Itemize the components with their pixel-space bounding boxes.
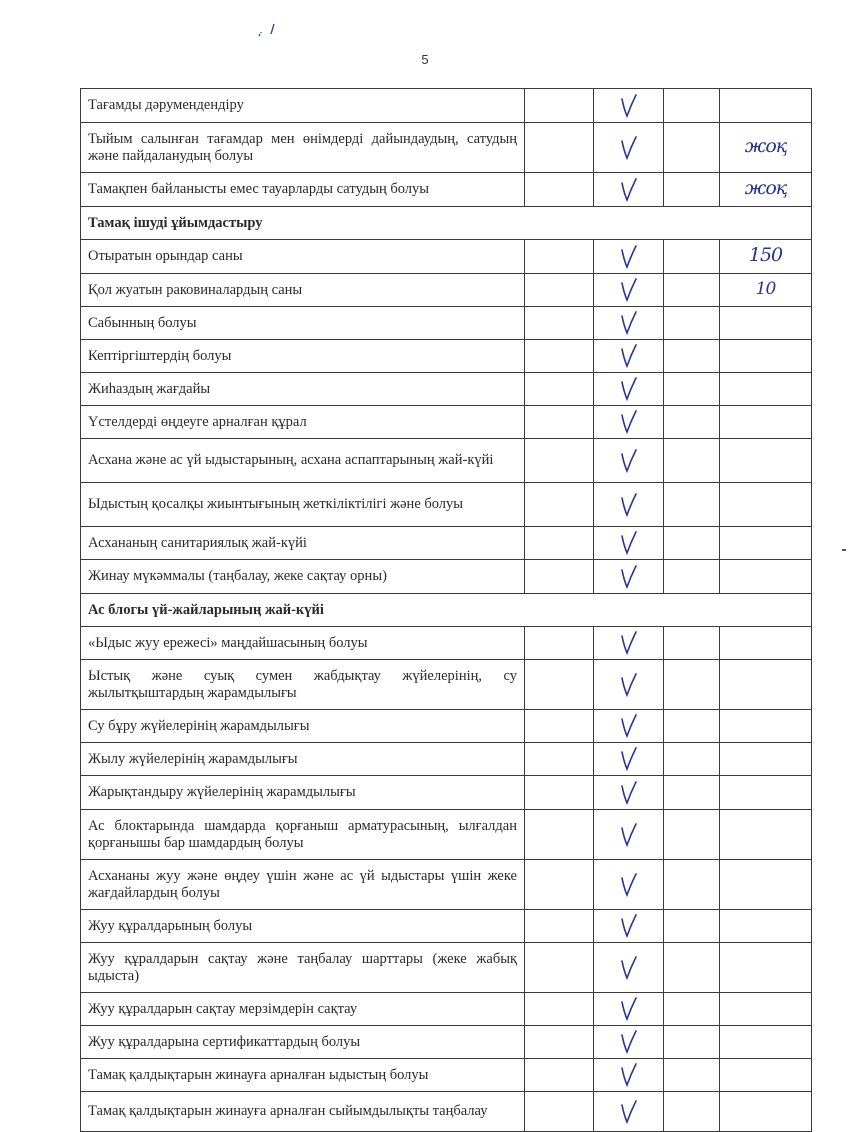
- criterion-text: Ас блоктарында шамдарда қорғаныш арматурасының, ылғалдан қорғанышы бар шамдардың болуы: [81, 810, 525, 860]
- blank-cell: [525, 1092, 594, 1132]
- blank-cell: [664, 373, 720, 406]
- checkmark-icon: [618, 780, 640, 806]
- check-cell: [594, 483, 664, 527]
- blank-cell: [664, 307, 720, 340]
- blank-cell: [664, 993, 720, 1026]
- criterion-text: Асхананың санитариялық жай-күйі: [81, 527, 525, 560]
- criterion-text: Жуу құралдарының болуы: [81, 910, 525, 943]
- inspection-checklist-table: [80, 88, 812, 1132]
- note-cell: [720, 910, 812, 943]
- criterion-text: Қол жуатын раковиналардың саны: [81, 274, 525, 307]
- checkmark-icon: [618, 713, 640, 739]
- criterion-text: Сабынның болуы: [81, 307, 525, 340]
- criterion-text: Жинау мүкәммалы (таңбалау, жеке сақтау орны): [81, 560, 525, 594]
- blank-cell: [525, 1026, 594, 1059]
- table-row: [81, 1059, 812, 1092]
- note-cell: [720, 307, 812, 340]
- table-row: [81, 240, 812, 274]
- note-cell: [720, 743, 812, 776]
- note-cell: [720, 660, 812, 710]
- checkmark-icon: [618, 630, 640, 656]
- checkmark-icon: [618, 135, 640, 161]
- table-row: [81, 307, 812, 340]
- check-cell: [594, 560, 664, 594]
- checkmark-icon: [618, 955, 640, 981]
- blank-cell: [525, 483, 594, 527]
- note-cell: [720, 373, 812, 406]
- criterion-text: Отыратын орындар саны: [81, 240, 525, 274]
- note-cell: [720, 173, 812, 207]
- blank-cell: [525, 627, 594, 660]
- check-cell: [594, 373, 664, 406]
- table-row: [81, 776, 812, 810]
- blank-cell: [664, 274, 720, 307]
- check-cell: [594, 660, 664, 710]
- note-cell: [720, 860, 812, 910]
- check-cell: [594, 776, 664, 810]
- check-cell: [594, 810, 664, 860]
- blank-cell: [664, 810, 720, 860]
- criterion-text: Тамақ қалдықтарын жинауға арналған сыйымдылықты таңбалау: [81, 1092, 525, 1132]
- check-cell: [594, 910, 664, 943]
- blank-cell: [525, 123, 594, 173]
- criterion-text: Асхана және ас үй ыдыстарының, асхана аспаптарының жай-күйі: [81, 439, 525, 483]
- checkmark-icon: [618, 913, 640, 939]
- table-row: [81, 373, 812, 406]
- blank-cell: [525, 173, 594, 207]
- note-cell: [720, 776, 812, 810]
- check-cell: [594, 240, 664, 274]
- criterion-text: Су бұру жүйелерінің жарамдылығы: [81, 710, 525, 743]
- blank-cell: [664, 776, 720, 810]
- checkmark-icon: [618, 343, 640, 369]
- blank-cell: [664, 1092, 720, 1132]
- criterion-text: Жуу құралдарына сертификаттардың болуы: [81, 1026, 525, 1059]
- table-row: [81, 943, 812, 993]
- note-cell: [720, 627, 812, 660]
- blank-cell: [664, 1059, 720, 1092]
- page-number: 5: [421, 52, 429, 67]
- criterion-text: Тағамды дәрумендендіру: [81, 89, 525, 123]
- checkmark-icon: [618, 872, 640, 898]
- section-title: Тамақ ішуді ұйымдастыру: [81, 207, 812, 240]
- criterion-text: Тыйым салынған тағамдар мен өнімдерді дайындаудың, сатудың және пайдаланудың болуы: [81, 123, 525, 173]
- checkmark-icon: [618, 93, 640, 119]
- blank-cell: [664, 860, 720, 910]
- note-cell: [720, 527, 812, 560]
- blank-cell: [525, 560, 594, 594]
- note-cell: [720, 1026, 812, 1059]
- table-row: [81, 660, 812, 710]
- check-cell: [594, 943, 664, 993]
- note-cell: [720, 1059, 812, 1092]
- checkmark-icon: [618, 822, 640, 848]
- table-row: [81, 560, 812, 594]
- blank-cell: [664, 743, 720, 776]
- criterion-text: Ыдыстың қосалқы жиынтығының жеткіліктілігі және болуы: [81, 483, 525, 527]
- note-cell: [720, 439, 812, 483]
- table-row: [81, 439, 812, 483]
- blank-cell: [525, 307, 594, 340]
- checkmark-icon: [618, 310, 640, 336]
- table-row: [81, 1092, 812, 1132]
- check-cell: [594, 743, 664, 776]
- check-cell: [594, 1092, 664, 1132]
- blank-cell: [525, 743, 594, 776]
- criterion-text: «Ыдыс жуу ережесі» маңдайшасының болуы: [81, 627, 525, 660]
- blank-cell: [664, 910, 720, 943]
- checkmark-icon: [618, 530, 640, 556]
- criterion-text: Жуу құралдарын сақтау және таңбалау шарттары (жеке жабық ыдыста): [81, 943, 525, 993]
- criterion-text: Үстелдерді өңдеуге арналған құрал: [81, 406, 525, 439]
- checkmark-icon: [618, 746, 640, 772]
- section-header-row: [81, 207, 812, 240]
- checkmark-icon: [618, 1062, 640, 1088]
- note-cell: [720, 710, 812, 743]
- note-cell: [720, 810, 812, 860]
- check-cell: [594, 527, 664, 560]
- blank-cell: [664, 943, 720, 993]
- blank-cell: [525, 810, 594, 860]
- note-cell: [720, 240, 812, 274]
- table-row: [81, 993, 812, 1026]
- check-cell: [594, 406, 664, 439]
- checkmark-icon: [618, 492, 640, 518]
- blank-cell: [664, 340, 720, 373]
- table-row: [81, 406, 812, 439]
- table-row: [81, 483, 812, 527]
- criterion-text: Асхананы жуу және өңдеу үшін және ас үй ыдыстары үшін жеке жағдайлардың болуы: [81, 860, 525, 910]
- table-row: [81, 860, 812, 910]
- blank-cell: [525, 993, 594, 1026]
- blank-cell: [525, 1059, 594, 1092]
- checkmark-icon: [618, 409, 640, 435]
- check-cell: [594, 307, 664, 340]
- check-cell: [594, 340, 664, 373]
- blank-cell: [664, 1026, 720, 1059]
- blank-cell: [664, 560, 720, 594]
- blank-cell: [525, 710, 594, 743]
- blank-cell: [525, 439, 594, 483]
- criterion-text: Ыстық және суық сумен жабдықтау жүйелерінің, су жылытқыштардың жарамдылығы: [81, 660, 525, 710]
- checkmark-icon: [618, 996, 640, 1022]
- note-cell: [720, 274, 812, 307]
- blank-cell: [525, 943, 594, 993]
- blank-cell: [525, 776, 594, 810]
- section-header-row: [81, 594, 812, 627]
- check-cell: [594, 439, 664, 483]
- check-cell: [594, 860, 664, 910]
- check-cell: [594, 123, 664, 173]
- check-cell: [594, 89, 664, 123]
- table-row: [81, 527, 812, 560]
- blank-cell: [664, 406, 720, 439]
- blank-cell: [664, 483, 720, 527]
- blank-cell: [664, 173, 720, 207]
- section-title: Ас блогы үй-жайларының жай-күйі: [81, 594, 812, 627]
- table-row: [81, 627, 812, 660]
- blank-cell: [525, 527, 594, 560]
- checkmark-icon: [618, 564, 640, 590]
- checkmark-icon: [618, 1029, 640, 1055]
- checkmark-icon: [618, 277, 640, 303]
- checkmark-icon: [618, 448, 640, 474]
- blank-cell: [664, 89, 720, 123]
- blank-cell: [525, 660, 594, 710]
- blank-cell: [664, 123, 720, 173]
- blank-cell: [525, 373, 594, 406]
- note-cell: [720, 89, 812, 123]
- blank-cell: [525, 860, 594, 910]
- table-row: [81, 743, 812, 776]
- handwritten-note: жоқ: [744, 177, 787, 199]
- check-cell: [594, 1059, 664, 1092]
- criterion-text: Жиһаздың жағдайы: [81, 373, 525, 406]
- check-cell: [594, 1026, 664, 1059]
- note-cell: [720, 560, 812, 594]
- checkmark-icon: [618, 177, 640, 203]
- table-row: [81, 710, 812, 743]
- criterion-text: Тамақпен байланысты емес тауарларды сатудың болуы: [81, 173, 525, 207]
- criterion-text: Жылу жүйелерінің жарамдылығы: [81, 743, 525, 776]
- blank-cell: [664, 240, 720, 274]
- blank-cell: [525, 340, 594, 373]
- check-cell: [594, 710, 664, 743]
- table-row: [81, 340, 812, 373]
- blank-cell: [664, 439, 720, 483]
- check-cell: [594, 993, 664, 1026]
- table-row: [81, 810, 812, 860]
- check-cell: [594, 627, 664, 660]
- checkmark-icon: [618, 1099, 640, 1125]
- table-row: [81, 910, 812, 943]
- criterion-text: Жуу құралдарын сақтау мерзімдерін сақтау: [81, 993, 525, 1026]
- note-cell: [720, 340, 812, 373]
- blank-cell: [525, 89, 594, 123]
- note-cell: [720, 1092, 812, 1132]
- blank-cell: [525, 910, 594, 943]
- blank-cell: [525, 240, 594, 274]
- handwritten-note: жоқ: [744, 135, 787, 157]
- blank-cell: [525, 406, 594, 439]
- criterion-text: Тамақ қалдықтарын жинауға арналған ыдыстың болуы: [81, 1059, 525, 1092]
- handwritten-note: 150: [748, 244, 783, 266]
- scan-speck-right: [842, 549, 846, 551]
- table-row: [81, 123, 812, 173]
- note-cell: [720, 943, 812, 993]
- table-row: [81, 274, 812, 307]
- table-row: [81, 173, 812, 207]
- table-row: [81, 89, 812, 123]
- note-cell: [720, 406, 812, 439]
- checkmark-icon: [618, 244, 640, 270]
- blank-cell: [664, 627, 720, 660]
- blank-cell: [664, 710, 720, 743]
- note-cell: [720, 993, 812, 1026]
- blank-cell: [664, 527, 720, 560]
- checkmark-icon: [618, 672, 640, 698]
- note-cell: [720, 483, 812, 527]
- criterion-text: Жарықтандыру жүйелерінің жарамдылығы: [81, 776, 525, 810]
- table-row: [81, 1026, 812, 1059]
- blank-cell: [525, 274, 594, 307]
- check-cell: [594, 173, 664, 207]
- scan-speck-marks: [256, 20, 280, 40]
- checkmark-icon: [618, 376, 640, 402]
- handwritten-note: 10: [755, 279, 776, 299]
- blank-cell: [664, 660, 720, 710]
- criterion-text: Кептіргіштердің болуы: [81, 340, 525, 373]
- check-cell: [594, 274, 664, 307]
- note-cell: [720, 123, 812, 173]
